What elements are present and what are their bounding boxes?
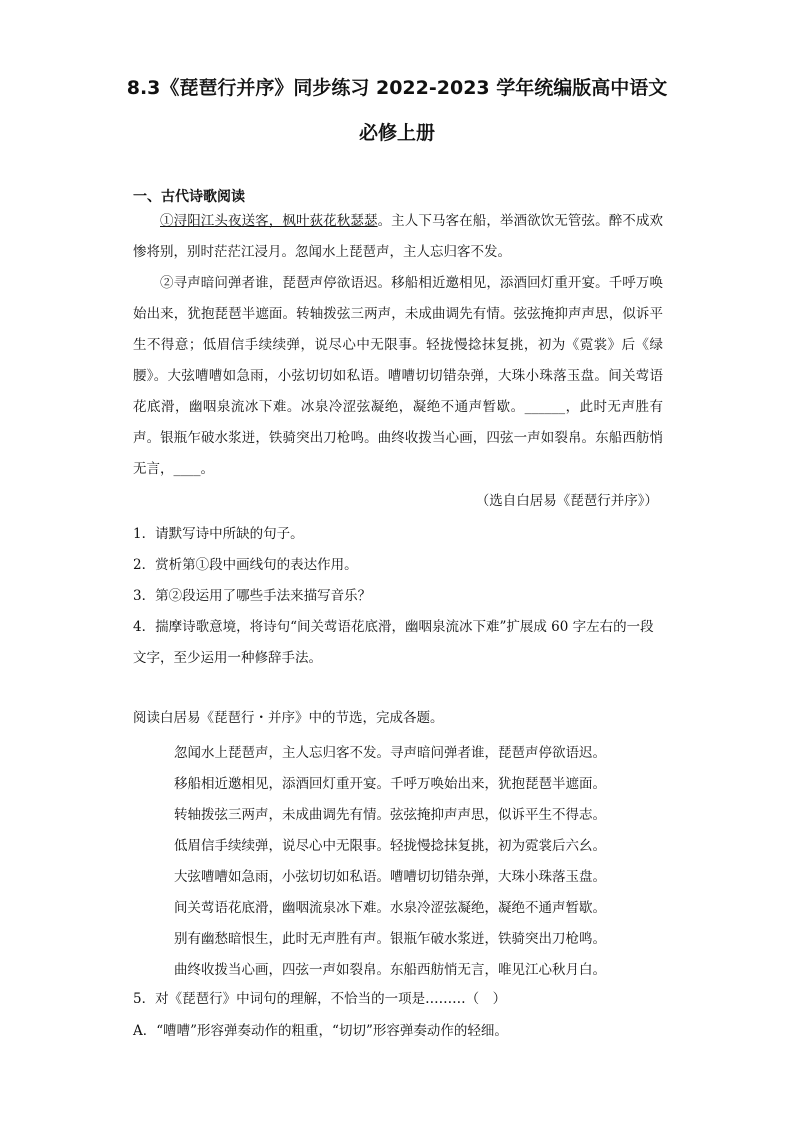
question-1: 1．请默写诗中所缺的句子。: [133, 526, 304, 542]
section-heading: 一、古代诗歌阅读: [133, 189, 245, 205]
reading-intro: 阅读白居易《琵琶行・并序》中的节选，完成各题。: [133, 710, 444, 726]
poem-line: 移船相近邀相见，添酒回灯重开宴。千呼万唤始出来，犹抱琵琶半遮面。: [174, 776, 606, 792]
paragraph-1: [133, 206, 663, 268]
poem-excerpt: [174, 738, 654, 986]
poem-line: 间关莺语花底滑，幽咽流泉冰下难。水泉冷涩弦凝绝，凝绝不通声暂歇。: [174, 900, 606, 916]
paragraph-1-rest: 。主人下马客在船，举酒欲饮无管弦。醉不成欢惨将别，别时茫茫江浸月。忽闻水上琵琶声，主人忘归客不发。: [133, 213, 664, 260]
question-3: 3．第②段运用了哪些手法来描写音乐？: [133, 588, 372, 604]
poem-line: 曲终收拨当心画，四弦一声如裂帛。东船西舫悄无言，唯见江心秋月白。: [174, 962, 606, 978]
document-title: 8.3《琵琶行并序》同步练习 2022-2023 学年统编版高中语文: [126, 77, 668, 99]
paragraph-2: ②寻声暗问弹者谁，琵琶声停欲语迟。移船相近邀相见，添酒回灯重开宴。千呼万唤始出来，犹抱琵琶半遮面。转轴拨弦三两声，未成曲调先有情。弦弦掩抑声声思，似诉平生不得意；低眉信手续续弹，说尽心中无限事。轻拢慢捻抹复挑，初为《霓裳》后《绿腰》。大弦嘈嘈如急雨，小弦切切如私语。嘈嘈切切错杂弹，大珠小珠落玉盘。间关莺语花底滑，幽咽泉流冰下难。冰泉冷涩弦凝绝，凝绝不通声暂歇。______，此时无声胜有声。银瓶乍破水浆迸，铁骑突出刀枪鸣。曲终收拨当心画，四弦一声如裂帛。东船西舫悄无言，____。: [133, 275, 663, 477]
question-4: 4．揣摩诗歌意境，将诗句“间关莺语花底滑，幽咽泉流冰下难”扩展成 60 字左右的一段文字，至少运用一种修辞手法。: [133, 619, 654, 666]
document-subtitle: 必修上册: [358, 122, 435, 144]
underlined-line: ①浔阳江头夜送客，枫叶荻花秋瑟瑟: [160, 213, 378, 229]
option-a: A．“嘈嘈”形容弹奏动作的粗重，“切切”形容弹奏动作的轻细。: [133, 1023, 508, 1039]
poem-line: 别有幽愁暗恨生，此时无声胜有声。银瓶乍破水浆迸，铁骑突出刀枪鸣。: [174, 931, 606, 947]
question-5: 5．对《琵琶行》中词句的理解，不恰当的一项是………（ ）: [133, 991, 507, 1007]
question-2: 2．赏析第①段中画线句的表达作用。: [133, 557, 358, 573]
source-citation: （选自白居易《琵琶行并序》）: [475, 493, 658, 509]
poem-line: 大弦嘈嘈如急雨，小弦切切如私语。嘈嘈切切错杂弹，大珠小珠落玉盘。: [174, 869, 606, 885]
poem-line: 忽闻水上琵琶声，主人忘归客不发。寻声暗问弹者谁，琵琶声停欲语迟。: [174, 745, 606, 761]
poem-line: 低眉信手续续弹，说尽心中无限事。轻拢慢捻抹复挑，初为霓裳后六幺。: [174, 838, 606, 854]
poem-line: 转轴拨弦三两声，未成曲调先有情。弦弦掩抑声声思，似诉平生不得志。: [174, 807, 606, 823]
